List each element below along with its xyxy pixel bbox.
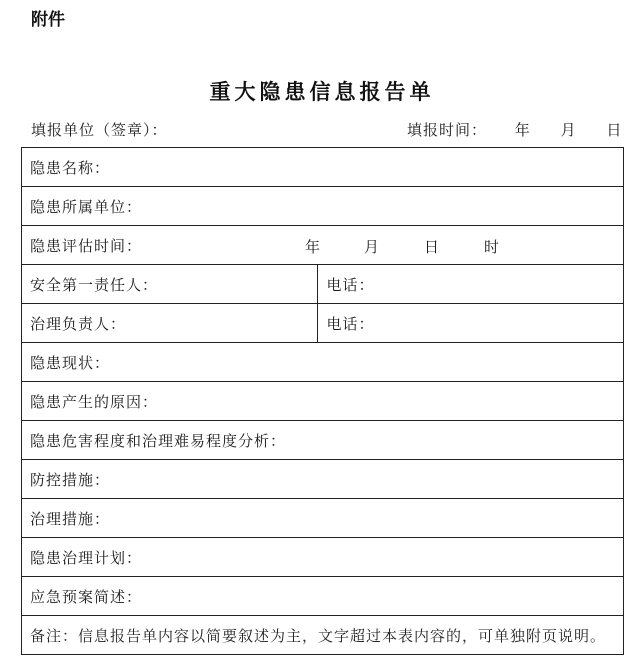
assessment-year-label: 年	[305, 238, 322, 256]
hazard-analysis-field[interactable]: 隐患危害程度和治理难易程度分析：	[22, 421, 624, 460]
table-row	[22, 343, 624, 382]
fill-month-label: 月	[560, 121, 577, 139]
form-note: 备注：信息报告单内容以简要叙述为主，文字超过本表内容的，可单独附页说明。	[22, 616, 624, 655]
hazard-name-field[interactable]: 隐患名称：	[22, 148, 624, 187]
phone-field-1[interactable]: 电话：	[318, 265, 624, 304]
attachment-label: 附件	[31, 10, 65, 30]
prevention-measures-field[interactable]: 防控措施：	[22, 460, 624, 499]
assessment-hour-label: 时	[484, 238, 501, 256]
hazard-report-form	[21, 147, 624, 655]
hazard-unit-field[interactable]: 隐患所属单位：	[22, 187, 624, 226]
assessment-month-label: 月	[364, 238, 381, 256]
hazard-status-field[interactable]: 隐患现状：	[22, 343, 624, 382]
table-row	[22, 226, 624, 265]
table-row	[22, 304, 624, 343]
note-row	[22, 616, 624, 655]
assessment-time-label: 隐患评估时间：	[30, 236, 143, 255]
governance-plan-field[interactable]: 隐患治理计划：	[22, 538, 624, 577]
form-title: 重大隐患信息报告单	[209, 79, 435, 104]
hazard-cause-field[interactable]: 隐患产生的原因：	[22, 382, 624, 421]
fill-unit-label: 填报单位（签章）：	[31, 121, 168, 139]
assessment-time-field[interactable]	[22, 226, 624, 265]
table-row	[22, 265, 624, 304]
emergency-plan-field[interactable]: 应急预案简述：	[22, 577, 624, 616]
table-row	[22, 538, 624, 577]
assessment-day-label: 日	[424, 238, 441, 256]
table-row	[22, 421, 624, 460]
fill-time-label	[407, 119, 622, 140]
governance-measures-field[interactable]: 治理措施：	[22, 499, 624, 538]
governance-responsible-field[interactable]: 治理负责人：	[22, 304, 318, 343]
table-row	[22, 148, 624, 187]
table-row	[22, 499, 624, 538]
fill-time-text: 填报时间：	[407, 121, 488, 139]
table-row	[22, 577, 624, 616]
fill-day-label: 日	[606, 121, 623, 139]
table-row	[22, 460, 624, 499]
safety-responsible-field[interactable]: 安全第一责任人：	[22, 265, 318, 304]
fill-year-label: 年	[514, 121, 531, 139]
phone-field-2[interactable]: 电话：	[318, 304, 624, 343]
table-row	[22, 382, 624, 421]
table-row	[22, 187, 624, 226]
